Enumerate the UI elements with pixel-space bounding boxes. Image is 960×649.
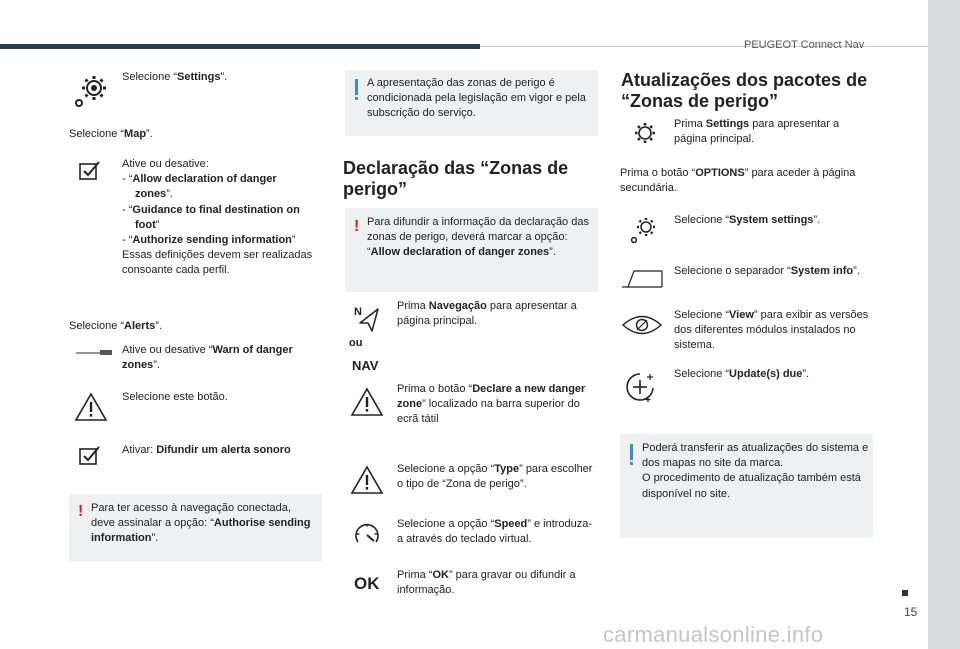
eye-view-icon [620, 312, 664, 338]
watermark: carmanualsonline.info [603, 622, 824, 647]
info-box-download [620, 434, 873, 538]
step-activate-sound-alert: Ativar: Difundir um alerta sonoro [122, 444, 291, 456]
warning-box-text: Para difundir a informação da declaração das zonas de perigo, deverá marcar a opção: “Allow declaration of danger zones”. [367, 216, 589, 259]
ok-button-label: OK [354, 574, 380, 593]
tab-separator-icon [620, 268, 664, 290]
step-select-button: Selecione este botão. [122, 391, 228, 403]
settings-gear-icon [630, 120, 660, 146]
step-select-alerts: Selecione “Alerts”. [69, 320, 162, 332]
step-select-type: Selecione a opção “Type” para escolher o tipo de “Zona de perigo”. [397, 463, 593, 491]
warning-triangle-icon [350, 387, 384, 417]
toggle-switch-icon [74, 347, 114, 357]
step-select-system-settings: Selecione “System settings”. [674, 214, 821, 226]
speedometer-icon [352, 520, 382, 548]
navigation-arrow-icon [352, 303, 382, 333]
info-bar-icon [355, 79, 358, 95]
page-side-strip [928, 0, 960, 649]
step-warn-danger-zones: Ative ou desative “Warn of danger zones”. [122, 344, 293, 372]
warning-box-text: Para ter acesso à navegação conectada, deve assinalar a opção: “Authorise sending information”. [91, 502, 311, 545]
warning-triangle-icon [350, 465, 384, 495]
settings-gears-icon [72, 72, 110, 110]
info-box-text: A apresentação das zonas de perigo é condicionada pela legislação em vigor e pela subscrição do serviço. [367, 77, 586, 120]
info-box-text: Poderá transferir as atualizações do sistema e dos mapas no site da marca. O procedimento de atualização também está disponível no site. [642, 442, 869, 500]
warning-triangle-icon [74, 392, 108, 422]
step-press-settings: Prima Settings para apresentar a página principal. [674, 118, 840, 146]
warning-box-declaration [345, 208, 598, 292]
svg-text:N: N [354, 306, 362, 318]
step-press-navigation: Prima Navegação para apresentar a página principal. [397, 300, 577, 328]
warning-bar-icon: ! [354, 218, 360, 235]
step-press-declare-zone: Prima o botão “Declare a new danger zone” localizado na barra superior do ecrã tátil [397, 383, 586, 426]
end-of-section-mark [902, 590, 908, 596]
warning-box-authorise [69, 494, 322, 561]
step-select-system-info-tab: Selecione o separador “System info”. [674, 265, 860, 277]
page-number: 15 [904, 605, 918, 619]
step-select-map: Selecione “Map”. [69, 128, 153, 140]
checkbox-icon [78, 160, 102, 182]
header-bar [0, 44, 480, 49]
warning-bar-icon: ! [78, 503, 84, 520]
or-label: ou [349, 337, 363, 349]
info-box-legislation [345, 70, 598, 136]
step-press-ok: Prima “OK” para gravar ou difundir a informação. [397, 569, 576, 597]
nav-button-label: NAV [352, 358, 379, 373]
step-select-settings: Selecione “Settings”. [122, 71, 228, 83]
system-settings-gears-icon [628, 215, 658, 245]
toggle-options-list: Ative ou desative: - “Allow declaration of danger zones”. - “Guidance to final destination on foot” - “Authorize sending information” Essas definições devem ser realizadas consoante cada perfil. [122, 158, 313, 277]
section-heading-updates: Atualizações dos pacotes de “Zonas de perigo” [621, 70, 868, 111]
checkbox-icon [78, 445, 102, 467]
info-bar-icon [630, 444, 633, 460]
section-heading-declaration: Declaração das “Zonas de perigo” [343, 158, 569, 199]
header-title: PEUGEOT Connect Nav [744, 39, 865, 51]
step-select-update-due: Selecione “Update(s) due”. [674, 368, 810, 380]
step-select-view: Selecione “View” para exibir as versões dos diferentes módulos instalados no sistema. [674, 309, 869, 352]
update-refresh-icon [622, 370, 660, 404]
step-select-speed: Selecione a opção “Speed” e introduza-a através do teclado virtual. [397, 518, 593, 546]
step-press-options: Prima o botão “OPTIONS” para aceder à página secundária. [620, 167, 856, 195]
